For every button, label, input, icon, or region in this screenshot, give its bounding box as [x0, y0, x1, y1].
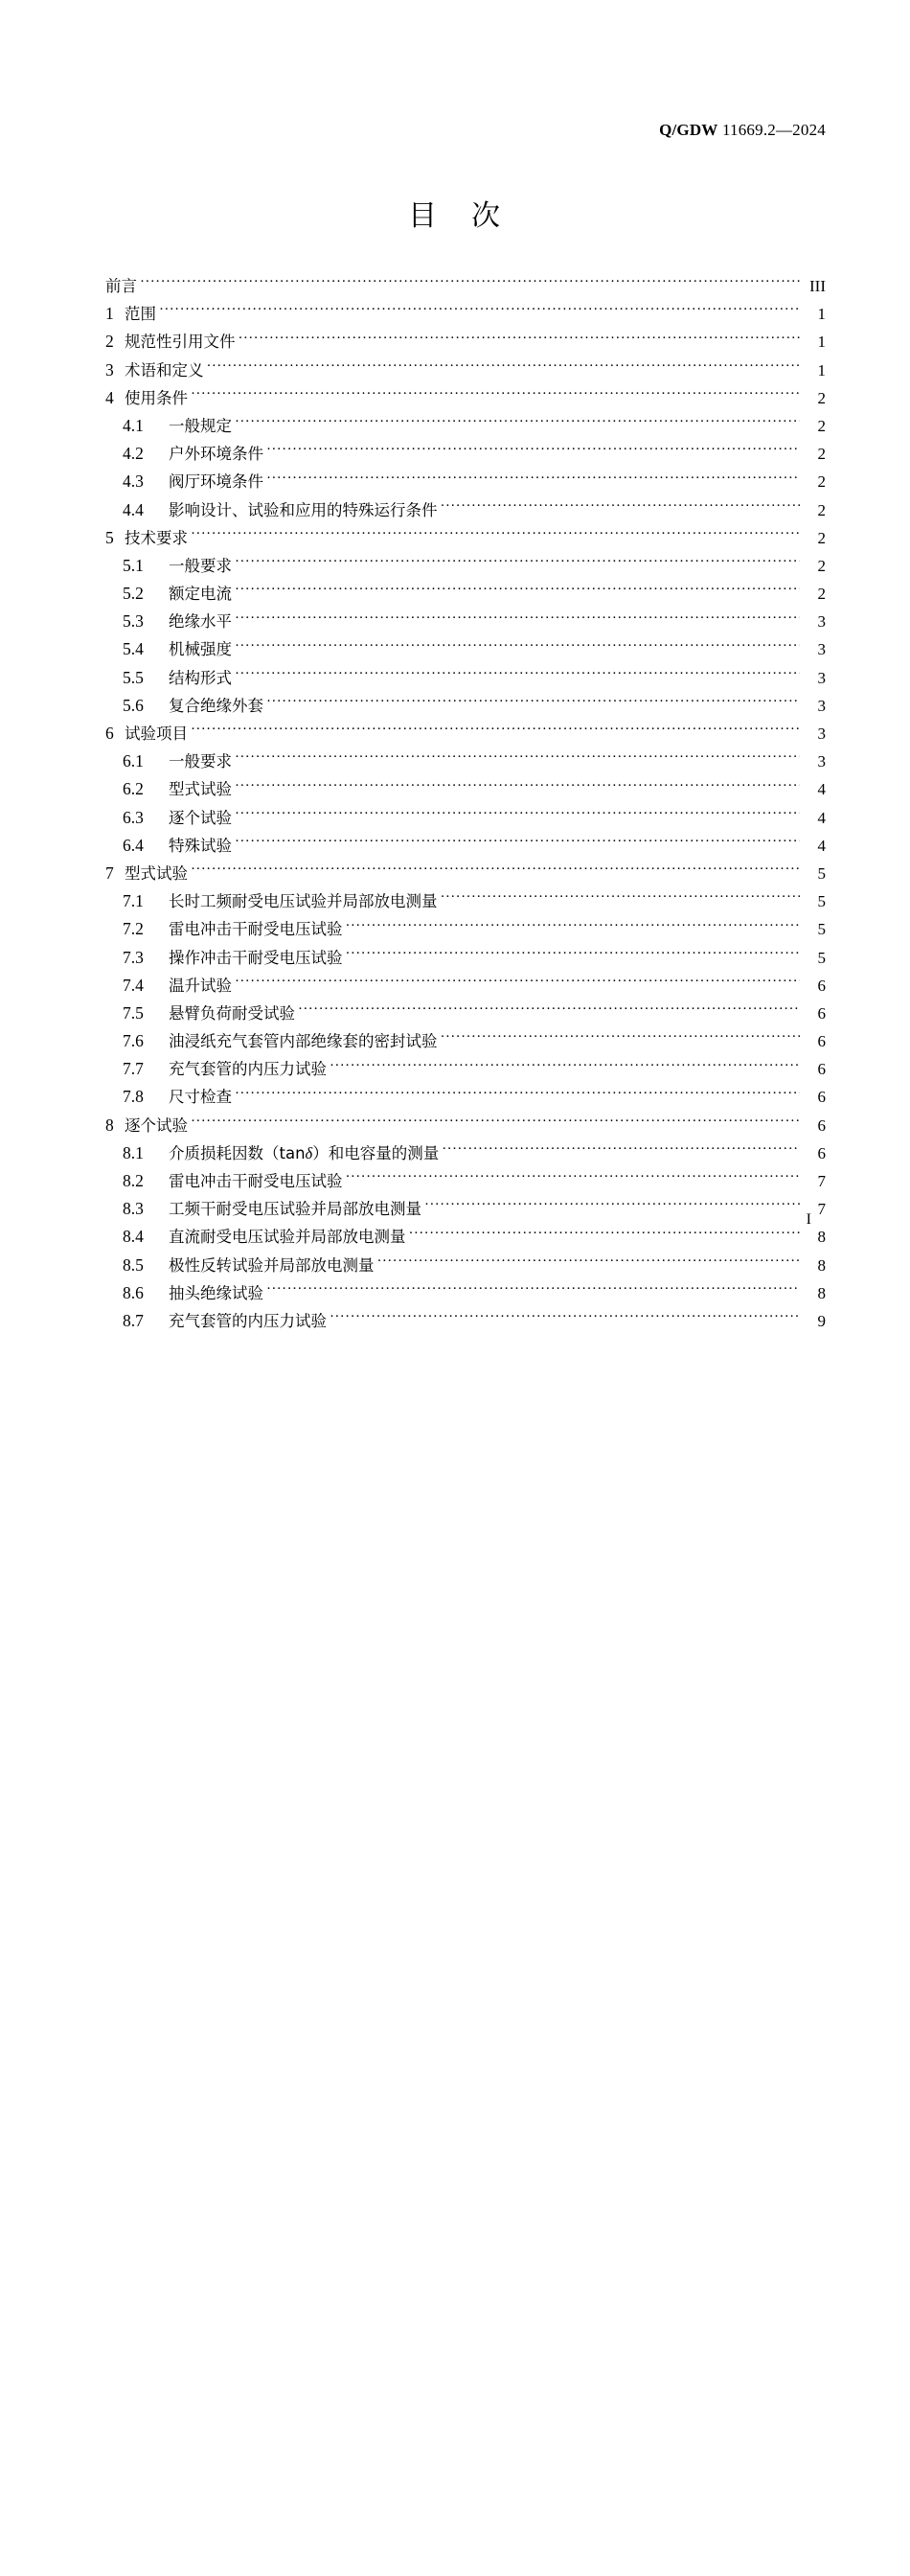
toc-entry[interactable]	[105, 413, 826, 441]
toc-leader-dots	[235, 583, 800, 600]
table-of-contents	[105, 273, 826, 1336]
toc-entry-label: 绝缘水平	[169, 612, 232, 632]
toc-entry-label: 抽头绝缘试验	[169, 1283, 263, 1302]
toc-entry[interactable]	[105, 1028, 826, 1056]
toc-entry-page: 6	[817, 1003, 826, 1023]
toc-entry-number: 8.5	[123, 1254, 144, 1275]
toc-entry-number: 7	[105, 862, 114, 883]
toc-entry[interactable]	[105, 1113, 826, 1140]
toc-entry[interactable]	[105, 553, 826, 581]
toc-entry[interactable]	[105, 1000, 826, 1028]
document-header	[659, 121, 826, 140]
toc-entry-page: 2	[817, 416, 826, 435]
toc-entry-number: 7.8	[123, 1087, 144, 1107]
toc-leader-dots	[235, 414, 800, 431]
toc-entry[interactable]	[105, 1056, 826, 1084]
toc-entry-page: 7	[817, 1172, 826, 1190]
toc-entry-label: 型式试验	[169, 780, 232, 799]
toc-entry-number: 7.1	[123, 891, 144, 911]
toc-leader-dots	[441, 890, 801, 908]
toc-entry-page: 3	[817, 612, 826, 632]
toc-entry-page: 3	[817, 640, 826, 659]
toc-entry-number: 5.3	[123, 611, 144, 632]
toc-entry[interactable]	[105, 1253, 826, 1280]
toc-entry-number: 8.4	[123, 1227, 144, 1247]
toc-entry-number: 3	[105, 359, 114, 380]
toc-leader-dots	[441, 498, 801, 516]
toc-entry-label: 工频干耐受电压试验并局部放电测量	[169, 1200, 421, 1219]
toc-entry[interactable]	[105, 301, 826, 329]
toc-entry-label: 一般规定	[169, 416, 232, 435]
toc-leader-dots	[266, 443, 800, 460]
toc-entry-label: 复合绝缘外套	[169, 696, 263, 715]
toc-entry-page: III	[809, 277, 826, 295]
toc-leader-dots	[191, 723, 800, 740]
toc-entry[interactable]	[105, 888, 826, 916]
toc-entry-number: 7.4	[123, 975, 144, 995]
toc-leader-dots	[346, 1170, 801, 1187]
toc-entry-page: 2	[817, 472, 826, 492]
toc-entry-number: 7.2	[123, 919, 144, 939]
toc-leader-dots	[266, 694, 800, 711]
toc-entry[interactable]	[105, 693, 826, 721]
toc-entry-page: 4	[817, 808, 826, 827]
toc-entry-label: 影响设计、试验和应用的特殊运行条件	[169, 500, 438, 519]
toc-leader-dots	[235, 806, 800, 823]
footer-page-number: I	[806, 1211, 811, 1228]
toc-entry-page: 2	[817, 388, 826, 407]
toc-leader-dots	[409, 1226, 801, 1243]
toc-leader-dots	[330, 1309, 800, 1326]
toc-entry-number: 6.2	[123, 779, 144, 799]
toc-entry-page: 2	[817, 445, 826, 464]
toc-entry-page: 6	[817, 1032, 826, 1051]
toc-leader-dots	[377, 1254, 801, 1271]
toc-leader-dots	[235, 750, 800, 768]
toc-entry-number: 6	[105, 724, 114, 743]
toc-entry-page: 6	[817, 976, 826, 995]
toc-entry-label: 一般要求	[169, 556, 232, 575]
toc-entry-label: 额定电流	[169, 585, 232, 604]
toc-entry-page: 5	[817, 948, 826, 967]
toc-entry-page: 6	[817, 1116, 826, 1135]
toc-entry-number: 5	[105, 527, 114, 547]
toc-entry-label: 介质损耗因数（tanδ）和电容量的测量	[169, 1143, 440, 1162]
toc-leader-dots	[235, 610, 800, 628]
toc-entry-number: 8	[105, 1115, 114, 1135]
toc-entry-label: 温升试验	[169, 976, 232, 995]
toc-leader-dots	[191, 862, 800, 879]
toc-entry[interactable]	[105, 833, 826, 861]
toc-entry-label: 操作冲击干耐受电压试验	[169, 948, 343, 967]
toc-entry[interactable]	[105, 1196, 826, 1224]
toc-entry-page: 9	[817, 1311, 826, 1330]
toc-entry-page: 3	[817, 724, 826, 743]
toc-entry-number: 4.1	[123, 415, 144, 435]
toc-leader-dots	[441, 1030, 801, 1047]
toc-entry-label: 充气套管的内压力试验	[169, 1060, 327, 1079]
toc-entry[interactable]	[105, 497, 826, 525]
toc-entry[interactable]	[105, 1280, 826, 1308]
toc-entry-number: 2	[105, 332, 114, 352]
toc-entry-page: 5	[817, 863, 826, 883]
toc-entry[interactable]	[105, 273, 826, 301]
toc-entry-label: 尺寸检查	[169, 1088, 232, 1107]
toc-entry-page: 6	[817, 1060, 826, 1079]
toc-leader-dots	[191, 1114, 800, 1131]
toc-entry-label: 技术要求	[125, 528, 188, 547]
toc-entry-number: 4.2	[123, 444, 144, 464]
toc-entry[interactable]	[105, 357, 826, 385]
toc-entry-label: 极性反转试验并局部放电测量	[169, 1255, 375, 1275]
toc-entry-number: 7.5	[123, 1002, 144, 1023]
toc-leader-dots	[239, 331, 801, 348]
toc-entry-label: 油浸纸充气套管内部绝缘套的密封试验	[169, 1032, 438, 1051]
toc-entry-label: 前言	[105, 277, 137, 295]
toc-entry-label: 一般要求	[169, 752, 232, 771]
toc-leader-dots	[346, 918, 801, 935]
toc-entry[interactable]	[105, 1084, 826, 1112]
toc-entry-label: 试验项目	[125, 724, 188, 743]
toc-entry-label: 结构形式	[169, 668, 232, 687]
toc-leader-dots	[235, 554, 800, 571]
toc-entry-label: 直流耐受电压试验并局部放电测量	[169, 1228, 406, 1247]
toc-entry[interactable]	[105, 748, 826, 776]
toc-entry-number: 6.4	[123, 835, 144, 855]
toc-entry-number: 8.3	[123, 1199, 144, 1219]
toc-entry[interactable]	[105, 973, 826, 1000]
toc-entry-number: 6.1	[123, 751, 144, 771]
toc-entry-label: 使用条件	[125, 388, 188, 407]
toc-entry-page: 7	[817, 1200, 826, 1219]
toc-entry-number: 8.1	[123, 1142, 144, 1162]
toc-entry[interactable]	[105, 609, 826, 636]
toc-entry-label: 长时工频耐受电压试验并局部放电测量	[169, 892, 438, 911]
toc-entry-page: 8	[817, 1283, 826, 1302]
toc-leader-dots	[235, 666, 800, 683]
toc-entry[interactable]	[105, 581, 826, 609]
toc-entry-label: 阀厅环境条件	[169, 472, 263, 492]
toc-entry-number: 8.7	[123, 1310, 144, 1330]
toc-leader-dots	[235, 638, 800, 656]
page-title	[0, 192, 910, 234]
toc-entry-number: 4	[105, 387, 114, 407]
toc-entry-label: 机械强度	[169, 640, 232, 659]
toc-entry[interactable]	[105, 776, 826, 804]
toc-entry-number: 6.3	[123, 807, 144, 827]
toc-leader-dots	[140, 275, 800, 292]
toc-entry-label: 逐个试验	[169, 808, 232, 827]
toc-entry-label: 术语和定义	[125, 360, 204, 380]
toc-entry[interactable]	[105, 1308, 826, 1336]
toc-entry[interactable]	[105, 861, 826, 888]
standard-number: 11669.2—2024	[717, 121, 826, 139]
toc-entry[interactable]	[105, 1140, 826, 1168]
toc-entry-number: 5.5	[123, 667, 144, 687]
toc-entry-number: 5.4	[123, 639, 144, 659]
toc-entry[interactable]	[105, 665, 826, 693]
toc-leader-dots	[266, 1281, 800, 1299]
toc-entry[interactable]	[105, 721, 826, 748]
toc-entry-page: 8	[817, 1255, 826, 1275]
toc-entry[interactable]	[105, 385, 826, 413]
toc-entry-number: 7.7	[123, 1059, 144, 1079]
toc-entry-page: 8	[817, 1228, 826, 1247]
toc-entry[interactable]	[105, 1224, 826, 1252]
toc-entry[interactable]	[105, 805, 826, 833]
toc-entry[interactable]	[105, 945, 826, 973]
toc-leader-dots	[346, 946, 801, 963]
toc-entry-page: 5	[817, 920, 826, 939]
toc-entry-page: 2	[817, 556, 826, 575]
toc-entry[interactable]	[105, 469, 826, 496]
toc-entry-number: 4.4	[123, 499, 144, 519]
toc-leader-dots	[235, 834, 800, 851]
toc-entry-page: 2	[817, 585, 826, 604]
toc-entry-page: 6	[817, 1143, 826, 1162]
toc-entry-number: 7.3	[123, 947, 144, 967]
toc-leader-dots	[330, 1058, 800, 1075]
toc-entry-label: 型式试验	[125, 863, 188, 883]
toc-entry-number: 7.6	[123, 1031, 144, 1051]
toc-leader-dots	[424, 1198, 800, 1215]
toc-entry[interactable]	[105, 525, 826, 553]
toc-entry-number: 5.1	[123, 555, 144, 575]
toc-entry-label: 雷电冲击干耐受电压试验	[169, 920, 343, 939]
toc-entry-label: 雷电冲击干耐受电压试验	[169, 1172, 343, 1190]
toc-entry-page: 1	[817, 360, 826, 380]
toc-entry-label: 逐个试验	[125, 1116, 188, 1135]
toc-entry-page: 4	[817, 836, 826, 855]
toc-entry-page: 3	[817, 696, 826, 715]
toc-entry[interactable]	[105, 441, 826, 469]
toc-entry-number: 5.2	[123, 584, 144, 604]
toc-leader-dots	[191, 526, 800, 543]
toc-entry-number: 8.2	[123, 1171, 144, 1190]
toc-entry-label: 特殊试验	[169, 836, 232, 855]
toc-entry-page: 2	[817, 528, 826, 547]
toc-entry[interactable]	[105, 1168, 826, 1196]
toc-entry-page: 5	[817, 892, 826, 911]
toc-leader-dots	[207, 358, 801, 376]
toc-leader-dots	[442, 1141, 800, 1159]
toc-entry-page: 3	[817, 752, 826, 771]
toc-entry-label: 充气套管的内压力试验	[169, 1311, 327, 1330]
toc-leader-dots	[159, 303, 800, 320]
toc-entry[interactable]	[105, 916, 826, 944]
toc-entry-label: 户外环境条件	[169, 445, 263, 464]
toc-leader-dots	[235, 974, 800, 991]
toc-entry-page: 6	[817, 1088, 826, 1107]
toc-entry-label: 范围	[125, 305, 156, 324]
toc-entry-page: 1	[817, 305, 826, 324]
toc-entry-label: 悬臂负荷耐受试验	[169, 1003, 295, 1023]
toc-leader-dots	[266, 471, 800, 488]
toc-entry-label: 规范性引用文件	[125, 333, 236, 352]
toc-entry-number: 1	[105, 304, 114, 324]
toc-leader-dots	[298, 1001, 800, 1019]
toc-entry-page: 1	[817, 333, 826, 352]
toc-leader-dots	[235, 778, 800, 795]
toc-entry-number: 8.6	[123, 1282, 144, 1302]
toc-entry-page: 3	[817, 668, 826, 687]
page-title-char-1: 目	[408, 199, 439, 233]
toc-leader-dots	[235, 1086, 800, 1103]
toc-leader-dots	[191, 386, 800, 403]
toc-entry-page: 2	[817, 500, 826, 519]
toc-entry-number: 5.6	[123, 695, 144, 715]
toc-entry[interactable]	[105, 329, 826, 356]
page-title-char-2: 次	[471, 199, 502, 233]
standard-code: Q/GDW	[659, 121, 718, 139]
toc-entry-page: 4	[817, 780, 826, 799]
toc-entry[interactable]	[105, 636, 826, 664]
toc-entry-number: 4.3	[123, 472, 144, 492]
